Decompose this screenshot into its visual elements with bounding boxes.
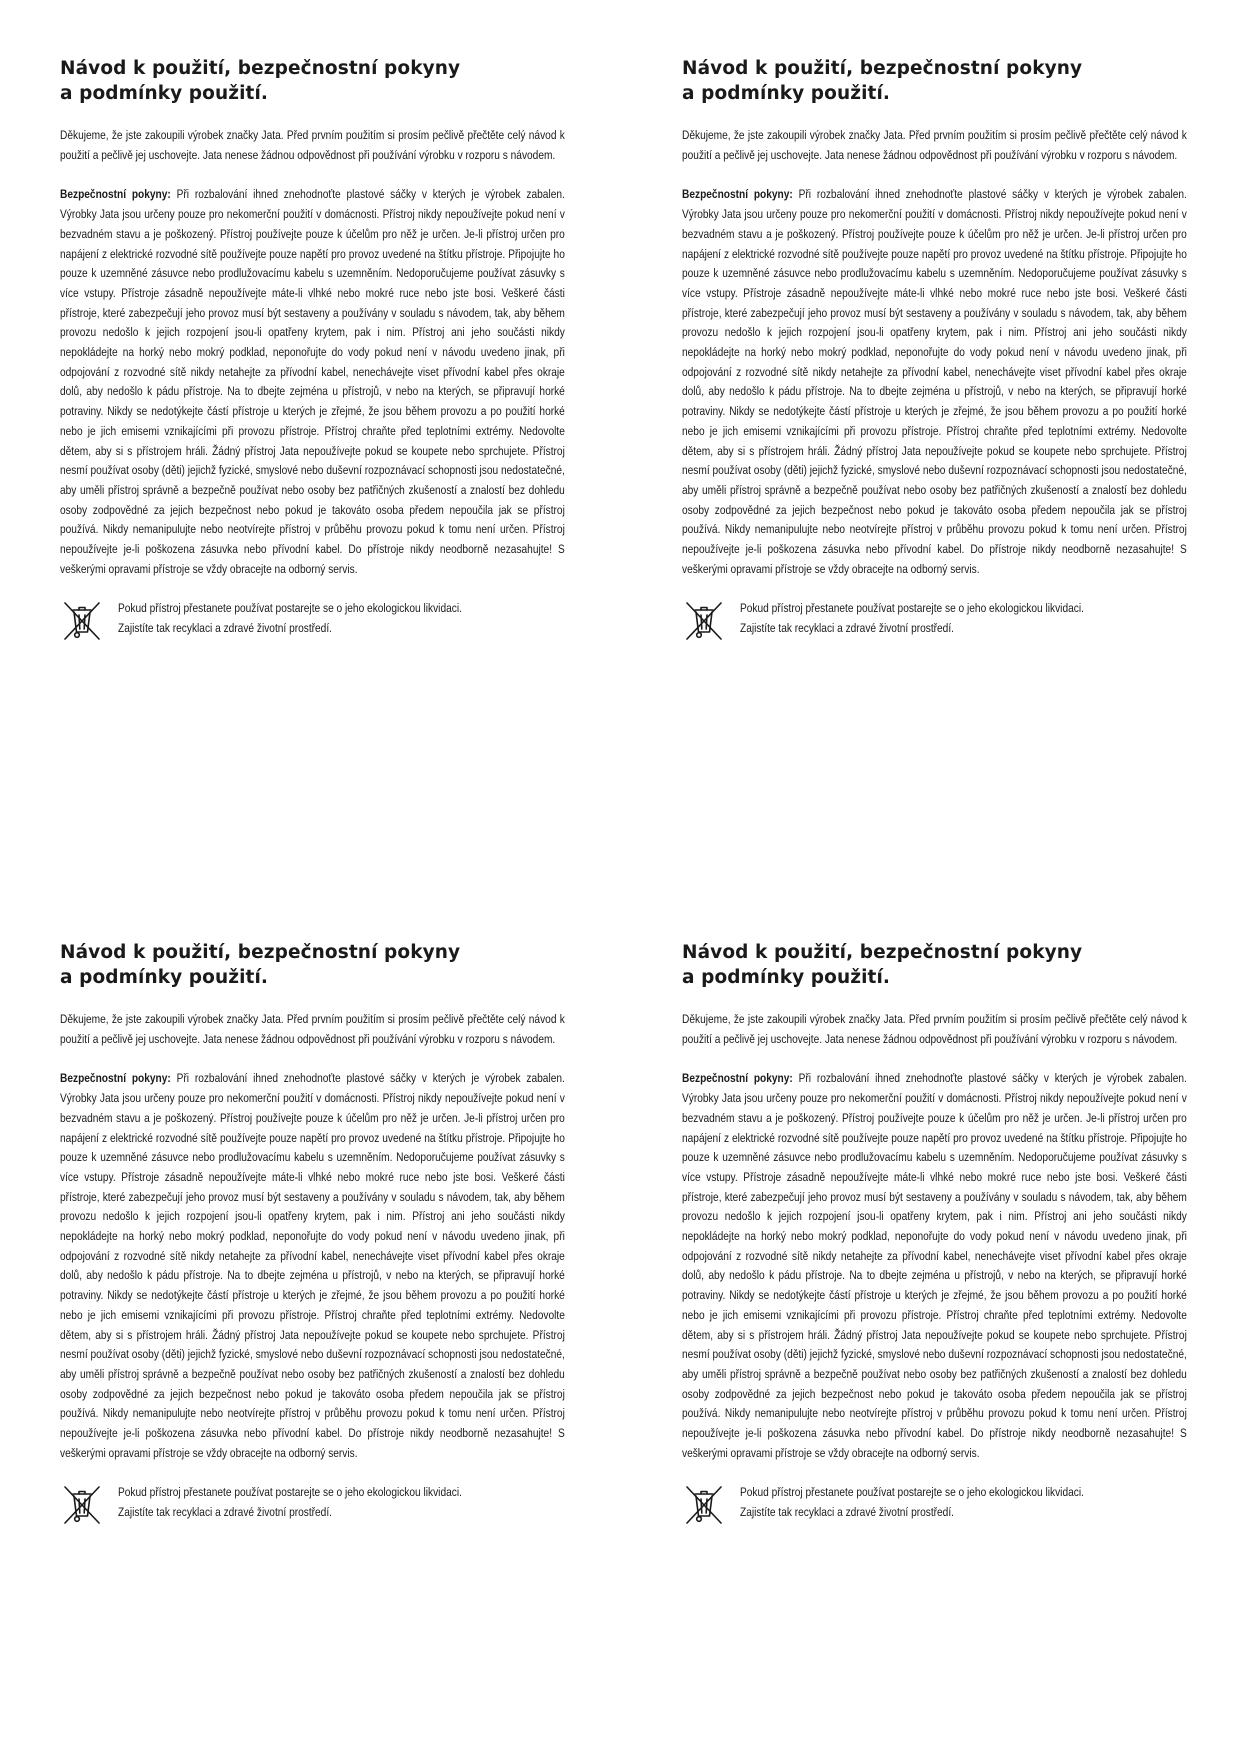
safety-paragraph [60, 185, 565, 579]
eco-disposal-note [60, 1483, 565, 1527]
safety-label: Bezpečnostní pokyny: [60, 187, 171, 202]
safety-text: Při rozbalování ihned znehodnoťte plastové sáčky v kterých je výrobek zabalen. Výrobky Jata jsou určeny pouze pro nekomerční použití v domácnosti. Přístroj nikdy nepoužívejte pokud není v bezvadném stavu a je poškozený. Přístroj používejte pouze k účelům pro něž je určen. Je-li přístroj určen pro napájení z elektrické rozvodné sítě používejte pouze napětí pro provoz uvedené na štítku přístroje. Připojujte ho pouze k uzemněné zásuvce nebo prodlužovacímu kabelu s uzemněním. Nedoporučujeme používat zásuvky s více vstupy. Přístroje zásadně nepoužívejte máte-li vlhké nebo mokré ruce nebo jste bosi. Veškeré části přístroje, které zabezpečují jeho provoz musí být sestaveny a používány v souladu s návodem, tak, aby během provozu nedošlo k jejich rozpojení jsou-li opatřeny krytem, pak i nim. Přístroj ani jeho součásti nikdy nepokládejte na horký nebo mokrý podklad, neponořujte do vody pokud není v návodu uvedeno jinak, při odpojování z rozvodné sítě nikdy netahejte za přívodní kabel, nenechávejte viset přívodní kabel přes okraje dolů, aby nedošlo k pádu přístroje. Na to dbejte zejména u přístrojů, v nebo na kterých, se připravují horké potraviny. Nikdy se nedotýkejte částí přístroje u kterých je zřejmé, že jsou během provozu a po použití horké nebo je jich emisemi vznikajícími při provozu přístroje. Přístroj chraňte před teplotními extrémy. Nedovolte dětem, aby si s přístrojem hráli. Žádný přístroj Jata nepoužívejte pokud se koupete nebo sprchujete. Přístroj nesmí používat osoby (děti) jejichž fyzické, smyslové nebo duševní rozpoznávací schopnosti jsou nedostatečné, aby uměli přístroj správně a bezpečně používat nebo osoby bez patřičných zkušeností a znalostí bez dohledu osoby zodpovědné za jejich bezpečnost nebo pokud je takováto osoba předem nepoučila jak se přístroj používá. Nikdy nemanipulujte nebo neotvírejte přístroj v průběhu provozu pokud k tomu není určen. Přístroj nepoužívejte je-li poškozena zásuvka nebo přívodní kabel. Do přístroje nikdy neodborně nezasahujte! S veškerými opravami přístroje se vždy obracejte na odborný servis. [682, 1071, 1187, 1460]
instruction-panel-bottom-right [682, 940, 1187, 1527]
panel-title [60, 56, 565, 106]
title-line-2: a podmínky použití. [60, 83, 269, 104]
crossed-bin-icon [60, 1483, 104, 1527]
safety-paragraph [682, 1069, 1187, 1463]
safety-paragraph [682, 185, 1187, 579]
title-line-1: Návod k použití, bezpečnostní pokyny [682, 942, 1083, 963]
crossed-bin-icon [682, 599, 726, 643]
instruction-panel-top-right [682, 56, 1187, 643]
intro-paragraph: Děkujeme, že jste zakoupili výrobek značky Jata. Před prvním použitím si prosím pečlivě přečtěte celý návod k použití a pečlivě jej uschovejte. Jata nenese žádnou odpovědnost při používání výrobku v rozporu s návodem. [60, 128, 565, 162]
panel-title [60, 940, 565, 990]
safety-text: Při rozbalování ihned znehodnoťte plastové sáčky v kterých je výrobek zabalen. Výrobky Jata jsou určeny pouze pro nekomerční použití v domácnosti. Přístroj nikdy nepoužívejte pokud není v bezvadném stavu a je poškozený. Přístroj používejte pouze k účelům pro něž je určen. Je-li přístroj určen pro napájení z elektrické rozvodné sítě používejte pouze napětí pro provoz uvedené na štítku přístroje. Připojujte ho pouze k uzemněné zásuvce nebo prodlužovacímu kabelu s uzemněním. Nedoporučujeme používat zásuvky s více vstupy. Přístroje zásadně nepoužívejte máte-li vlhké nebo mokré ruce nebo jste bosi. Veškeré části přístroje, které zabezpečují jeho provoz musí být sestaveny a používány v souladu s návodem, tak, aby během provozu nedošlo k jejich rozpojení jsou-li opatřeny krytem, pak i nim. Přístroj ani jeho součásti nikdy nepokládejte na horký nebo mokrý podklad, neponořujte do vody pokud není v návodu uvedeno jinak, při odpojování z rozvodné sítě nikdy netahejte za přívodní kabel, nenechávejte viset přívodní kabel přes okraje dolů, aby nedošlo k pádu přístroje. Na to dbejte zejména u přístrojů, v nebo na kterých, se připravují horké potraviny. Nikdy se nedotýkejte částí přístroje u kterých je zřejmé, že jsou během provozu a po použití horké nebo je jich emisemi vznikajícími při provozu přístroje. Přístroj chraňte před teplotními extrémy. Nedovolte dětem, aby si s přístrojem hráli. Žádný přístroj Jata nepoužívejte pokud se koupete nebo sprchujete. Přístroj nesmí používat osoby (děti) jejichž fyzické, smyslové nebo duševní rozpoznávací schopnosti jsou nedostatečné, aby uměli přístroj správně a bezpečně používat nebo osoby bez patřičných zkušeností a znalostí bez dohledu osoby zodpovědné za jejich bezpečnost nebo pokud je takováto osoba předem nepoučila jak se přístroj používá. Nikdy nemanipulujte nebo neotvírejte přístroj v průběhu provozu pokud k tomu není určen. Přístroj nepoužívejte je-li poškozena zásuvka nebo přívodní kabel. Do přístroje nikdy neodborně nezasahujte! S veškerými opravami přístroje se vždy obracejte na odborný servis. [60, 1071, 565, 1460]
eco-text: Pokud přístroj přestanete používat postarejte se o jeho ekologickou likvidaci. Zajistíte tak recyklaci a zdravé životní prostředí. [740, 601, 1084, 636]
panel-title [682, 56, 1187, 106]
safety-label: Bezpečnostní pokyny: [60, 1071, 171, 1086]
eco-disposal-note [682, 599, 1187, 643]
title-line-1: Návod k použití, bezpečnostní pokyny [60, 58, 461, 79]
title-line-1: Návod k použití, bezpečnostní pokyny [682, 58, 1083, 79]
safety-text: Při rozbalování ihned znehodnoťte plastové sáčky v kterých je výrobek zabalen. Výrobky Jata jsou určeny pouze pro nekomerční použití v domácnosti. Přístroj nikdy nepoužívejte pokud není v bezvadném stavu a je poškozený. Přístroj používejte pouze k účelům pro něž je určen. Je-li přístroj určen pro napájení z elektrické rozvodné sítě používejte pouze napětí pro provoz uvedené na štítku přístroje. Připojujte ho pouze k uzemněné zásuvce nebo prodlužovacímu kabelu s uzemněním. Nedoporučujeme používat zásuvky s více vstupy. Přístroje zásadně nepoužívejte máte-li vlhké nebo mokré ruce nebo jste bosi. Veškeré části přístroje, které zabezpečují jeho provoz musí být sestaveny a používány v souladu s návodem, tak, aby během provozu nedošlo k jejich rozpojení jsou-li opatřeny krytem, pak i nim. Přístroj ani jeho součásti nikdy nepokládejte na horký nebo mokrý podklad, neponořujte do vody pokud není v návodu uvedeno jinak, při odpojování z rozvodné sítě nikdy netahejte za přívodní kabel, nenechávejte viset přívodní kabel přes okraje dolů, aby nedošlo k pádu přístroje. Na to dbejte zejména u přístrojů, v nebo na kterých, se připravují horké potraviny. Nikdy se nedotýkejte částí přístroje u kterých je zřejmé, že jsou během provozu a po použití horké nebo je jich emisemi vznikajícími při provozu přístroje. Přístroj chraňte před teplotními extrémy. Nedovolte dětem, aby si s přístrojem hráli. Žádný přístroj Jata nepoužívejte pokud se koupete nebo sprchujete. Přístroj nesmí používat osoby (děti) jejichž fyzické, smyslové nebo duševní rozpoznávací schopnosti jsou nedostatečné, aby uměli přístroj správně a bezpečně používat nebo osoby bez patřičných zkušeností a znalostí bez dohledu osoby zodpovědné za jejich bezpečnost nebo pokud je takováto osoba předem nepoučila jak se přístroj používá. Nikdy nemanipulujte nebo neotvírejte přístroj v průběhu provozu pokud k tomu není určen. Přístroj nepoužívejte je-li poškozena zásuvka nebo přívodní kabel. Do přístroje nikdy neodborně nezasahujte! S veškerými opravami přístroje se vždy obracejte na odborný servis. [682, 187, 1187, 576]
eco-text: Pokud přístroj přestanete používat postarejte se o jeho ekologickou likvidaci. Zajistíte tak recyklaci a zdravé životní prostředí. [118, 601, 462, 636]
intro-paragraph: Děkujeme, že jste zakoupili výrobek značky Jata. Před prvním použitím si prosím pečlivě přečtěte celý návod k použití a pečlivě jej uschovejte. Jata nenese žádnou odpovědnost při používání výrobku v rozporu s návodem. [682, 1012, 1187, 1046]
intro-paragraph: Děkujeme, že jste zakoupili výrobek značky Jata. Před prvním použitím si prosím pečlivě přečtěte celý návod k použití a pečlivě jej uschovejte. Jata nenese žádnou odpovědnost při používání výrobku v rozporu s návodem. [60, 1012, 565, 1046]
title-line-1: Návod k použití, bezpečnostní pokyny [60, 942, 461, 963]
safety-paragraph [60, 1069, 565, 1463]
eco-disposal-note [60, 599, 565, 643]
instruction-panel-bottom-left [60, 940, 565, 1527]
safety-label: Bezpečnostní pokyny: [682, 187, 793, 202]
crossed-bin-icon [60, 599, 104, 643]
panel-title [682, 940, 1187, 990]
instruction-panel-top-left [60, 56, 565, 643]
eco-text: Pokud přístroj přestanete používat postarejte se o jeho ekologickou likvidaci. Zajistíte tak recyklaci a zdravé životní prostředí. [118, 1485, 462, 1520]
title-line-2: a podmínky použití. [682, 967, 891, 988]
eco-text: Pokud přístroj přestanete používat postarejte se o jeho ekologickou likvidaci. Zajistíte tak recyklaci a zdravé životní prostředí. [740, 1485, 1084, 1520]
intro-paragraph: Děkujeme, že jste zakoupili výrobek značky Jata. Před prvním použitím si prosím pečlivě přečtěte celý návod k použití a pečlivě jej uschovejte. Jata nenese žádnou odpovědnost při používání výrobku v rozporu s návodem. [682, 128, 1187, 162]
crossed-bin-icon [682, 1483, 726, 1527]
safety-label: Bezpečnostní pokyny: [682, 1071, 793, 1086]
eco-disposal-note [682, 1483, 1187, 1527]
safety-text: Při rozbalování ihned znehodnoťte plastové sáčky v kterých je výrobek zabalen. Výrobky Jata jsou určeny pouze pro nekomerční použití v domácnosti. Přístroj nikdy nepoužívejte pokud není v bezvadném stavu a je poškozený. Přístroj používejte pouze k účelům pro něž je určen. Je-li přístroj určen pro napájení z elektrické rozvodné sítě používejte pouze napětí pro provoz uvedené na štítku přístroje. Připojujte ho pouze k uzemněné zásuvce nebo prodlužovacímu kabelu s uzemněním. Nedoporučujeme používat zásuvky s více vstupy. Přístroje zásadně nepoužívejte máte-li vlhké nebo mokré ruce nebo jste bosi. Veškeré části přístroje, které zabezpečují jeho provoz musí být sestaveny a používány v souladu s návodem, tak, aby během provozu nedošlo k jejich rozpojení jsou-li opatřeny krytem, pak i nim. Přístroj ani jeho součásti nikdy nepokládejte na horký nebo mokrý podklad, neponořujte do vody pokud není v návodu uvedeno jinak, při odpojování z rozvodné sítě nikdy netahejte za přívodní kabel, nenechávejte viset přívodní kabel přes okraje dolů, aby nedošlo k pádu přístroje. Na to dbejte zejména u přístrojů, v nebo na kterých, se připravují horké potraviny. Nikdy se nedotýkejte částí přístroje u kterých je zřejmé, že jsou během provozu a po použití horké nebo je jich emisemi vznikajícími při provozu přístroje. Přístroj chraňte před teplotními extrémy. Nedovolte dětem, aby si s přístrojem hráli. Žádný přístroj Jata nepoužívejte pokud se koupete nebo sprchujete. Přístroj nesmí používat osoby (děti) jejichž fyzické, smyslové nebo duševní rozpoznávací schopnosti jsou nedostatečné, aby uměli přístroj správně a bezpečně používat nebo osoby bez patřičných zkušeností a znalostí bez dohledu osoby zodpovědné za jejich bezpečnost nebo pokud je takováto osoba předem nepoučila jak se přístroj používá. Nikdy nemanipulujte nebo neotvírejte přístroj v průběhu provozu pokud k tomu není určen. Přístroj nepoužívejte je-li poškozena zásuvka nebo přívodní kabel. Do přístroje nikdy neodborně nezasahujte! S veškerými opravami přístroje se vždy obracejte na odborný servis. [60, 187, 565, 576]
title-line-2: a podmínky použití. [60, 967, 269, 988]
title-line-2: a podmínky použití. [682, 83, 891, 104]
